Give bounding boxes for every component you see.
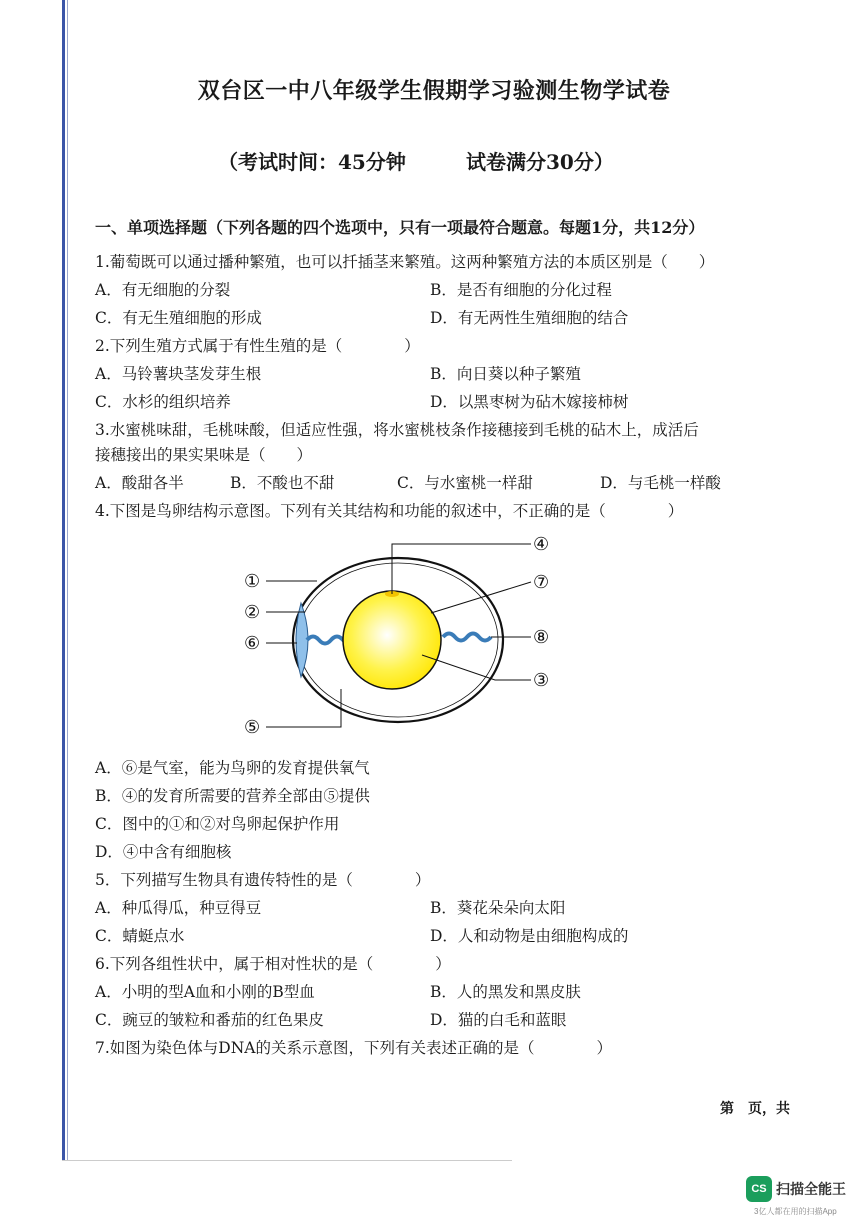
question-1-option-d: D．有无两性生殖细胞的结合 (430, 309, 629, 327)
question-5-option-c: C．蜻蜓点水 (95, 927, 185, 945)
binding-line-inner (67, 0, 68, 1160)
question-6-option-b: B．人的黑发和黑皮肤 (430, 983, 581, 1001)
scanner-watermark (746, 1176, 856, 1216)
question-4-option-d: D．④中含有细胞核 (95, 843, 232, 861)
label-7: ⑦ (533, 572, 550, 593)
question-1-option-a: A．有无细胞的分裂 (95, 281, 231, 299)
label-2: ② (244, 602, 261, 623)
question-6-stem: 6.下列各组性状中，属于相对性状的是（ ） (95, 955, 451, 973)
question-6-option-d: D．猫的白毛和蓝眼 (430, 1011, 567, 1029)
question-1-option-b: B．是否有细胞的分化过程 (430, 281, 612, 299)
question-2-option-d: D．以黑枣树为砧木嫁接柿树 (430, 393, 629, 411)
question-3-stem-line2: 接穗接出的果实果味是（ ） (95, 446, 313, 464)
question-2-option-a: A．马铃薯块茎发芽生根 (95, 365, 262, 383)
question-2-option-c: C．水杉的组织培养 (95, 393, 231, 411)
question-2-stem: 2.下列生殖方式属于有性生殖的是（ ） (95, 337, 420, 355)
page-footer: 第 页，共 (720, 1101, 790, 1117)
question-1-option-c: C．有无生殖细胞的形成 (95, 309, 262, 327)
question-2-option-b: B．向日葵以种子繁殖 (430, 365, 581, 383)
egg-yolk (343, 591, 441, 689)
cs-logo-icon: CS (746, 1176, 772, 1202)
question-3-stem-line1: 3.水蜜桃味甜，毛桃味酸，但适应性强，将水蜜桃枝条作接穗接到毛桃的砧木上，成活后 (95, 421, 699, 439)
exam-title: 双台区一中八年级学生假期学习验测生物学试卷 (197, 78, 671, 104)
label-5: ⑤ (244, 717, 261, 738)
question-5-option-a: A．种瓜得瓜，种豆得豆 (95, 899, 262, 917)
question-5-option-d: D．人和动物是由细胞构成的 (430, 927, 629, 945)
scanner-tagline: 3亿人都在用的扫描App (754, 1207, 837, 1216)
question-3-option-d: D．与毛桃一样酸 (600, 474, 721, 492)
question-7-stem: 7.如图为染色体与DNA的关系示意图，下列有关表述正确的是（ ） (95, 1039, 612, 1057)
exam-time: （考试时间：45分钟 (218, 150, 406, 174)
question-3-option-b: B．不酸也不甜 (230, 474, 335, 492)
label-8: ⑧ (533, 627, 550, 648)
label-3: ③ (533, 670, 550, 691)
question-6-option-a: A．小明的型A血和小刚的B型血 (95, 983, 315, 1001)
question-4-option-c: C．图中的①和②对鸟卵起保护作用 (95, 815, 340, 833)
label-4: ④ (533, 534, 550, 555)
question-3-option-c: C．与水蜜桃一样甜 (397, 474, 533, 492)
exam-score: 试卷满分30分） (466, 150, 614, 174)
bottom-rule (62, 1160, 512, 1161)
question-6-option-c: C．豌豆的皱粒和番茄的红色果皮 (95, 1011, 324, 1029)
question-4-option-b: B．④的发育所需要的营养全部由⑤提供 (95, 787, 370, 805)
label-1: ① (244, 571, 261, 592)
label-6: ⑥ (244, 633, 261, 654)
binding-line (62, 0, 65, 1160)
question-5-option-b: B．葵花朵朵向太阳 (430, 899, 566, 917)
question-4-stem: 4.下图是鸟卵结构示意图。下列有关其结构和功能的叙述中，不正确的是（ ） (95, 502, 684, 520)
question-1-stem: 1.葡萄既可以通过播种繁殖，也可以扦插茎来繁殖。这两种繁殖方法的本质区别是（ ） (95, 253, 715, 271)
bird-egg-diagram (235, 525, 565, 745)
question-5-stem: 5．下列描写生物具有遗传特性的是（ ） (95, 871, 431, 889)
section-heading: 一、单项选择题（下列各题的四个选项中，只有一项最符合题意。每题1分，共12分） (95, 218, 705, 237)
scanner-app-name: 扫描全能王 (776, 1181, 846, 1197)
question-4-option-a: A．⑥是气室，能为鸟卵的发育提供氧气 (95, 759, 370, 777)
question-3-option-a: A．酸甜各半 (95, 474, 184, 492)
